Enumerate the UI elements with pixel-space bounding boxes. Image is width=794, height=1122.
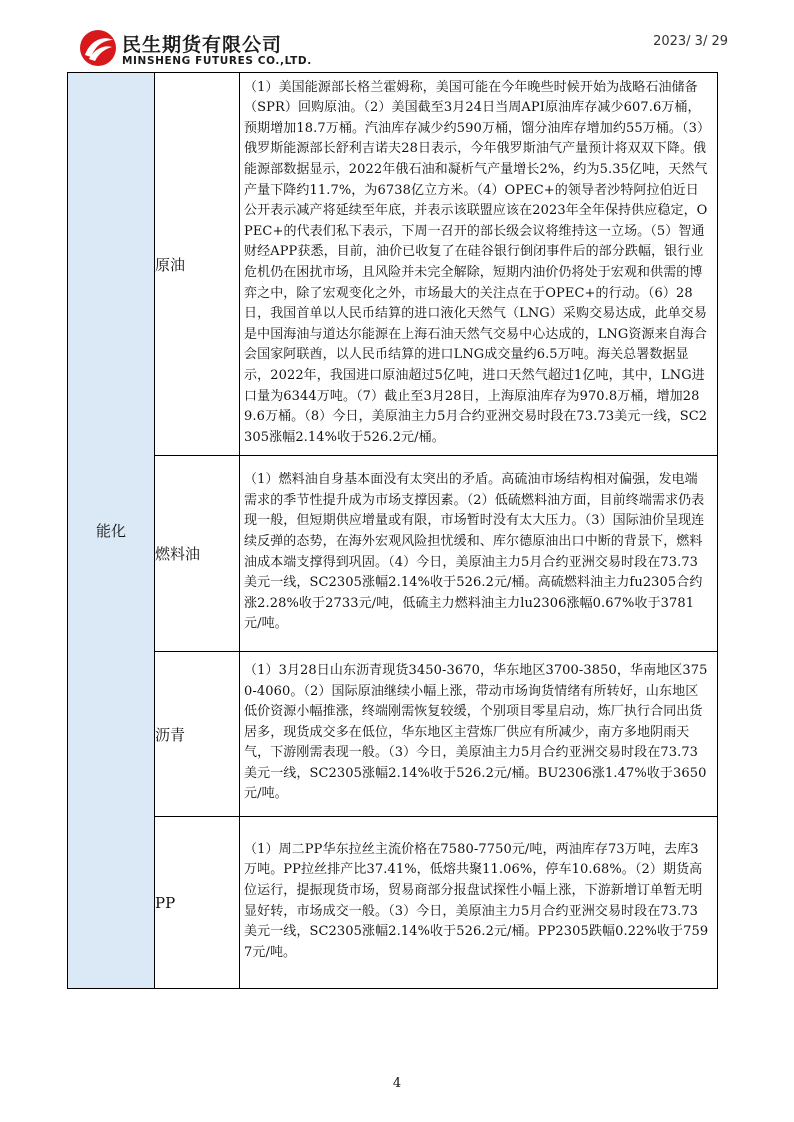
product-cell-asphalt: 沥青 bbox=[155, 652, 240, 817]
sector-cell: 能化 bbox=[68, 73, 155, 989]
table-row-crude-oil bbox=[68, 73, 718, 456]
page-header bbox=[78, 24, 728, 74]
content-cell-crude-oil bbox=[240, 73, 718, 456]
content-cell-pp bbox=[240, 817, 718, 989]
company-name-cn: 民生期货有限公司 bbox=[122, 34, 283, 56]
content-cell-fuel-oil bbox=[240, 456, 718, 652]
page-number: 4 bbox=[392, 1076, 402, 1091]
content-text-crude-oil: （1）美国能源部长格兰霍姆称，美国可能在今年晚些时候开始为战略石油储备（SPR）回购原油。（2）美国截至3月24日当周API原油库存减少607.6万桶，预期增加18.7万桶。汽油库存减少约590万桶，馏分油库存增加约55万桶。（3）俄罗斯能源部长舒利吉诺夫28日表示，今年俄罗斯油气产量预计将双双下降。俄能源部数据显示，2022年俄石油和凝析气产量增长2%，约为5.35亿吨，天然气产量下降约11.7%，为6738亿立方米。（4）OPEC+的领导者沙特阿拉伯近日公开表示减产将延续至年底，并表示该联盟应该在2023年全年保持供应稳定，OPEC+的代表们私下表示，下周一召开的部长级会议将维持这一立场。（5）智通财经APP获悉，目前，油价已收复了在硅谷银行倒闭事件后的部分跌幅，银行业危机仍在困扰市场，且风险并未完全解除，短期内油价仍将处于宏观和供需的博弈之中，除了宏观变化之外，市场最大的关注点在于OPEC+的行动。（6）28日，我国首单以人民币结算的进口液化天然气（LNG）采购交易达成，此单交易是中国海油与道达尔能源在上海石油天然气交易中心达成的，LNG资源来自海合会国家阿联酋，以人民币结算的进口LNG成交量约6.5万吨。海关总署数据显示，2022年，我国进口原油超过5亿吨，进口天然气超过1亿吨，其中，LNG进口量为6344万吨。（7）截止至3月28日，上海原油库存为970.8万桶，增加289.6万桶。（8）今日，美原油主力5月合约亚洲交易时段在73.73美元一线，SC2305涨幅2.14%收于526.2元/桶。 bbox=[244, 79, 708, 445]
minsheng-logo-icon bbox=[78, 28, 118, 68]
product-cell-pp: PP bbox=[155, 817, 240, 989]
product-cell-fuel-oil: 燃料油 bbox=[155, 456, 240, 652]
report-date: 2023/ 3/ 29 bbox=[653, 34, 728, 49]
content-text-pp: （1）周二PP华东拉丝主流价格在7580-7750元/吨，两油库存73万吨，去库3万吨。PP拉丝排产比37.41%，低熔共聚11.06%，停车10.68%。（2）期货高位运行，提振现货市场，贸易商部分报盘试探性小幅上涨，下游新增订单暂无明显好转，市场成交一般。（3）今日，美原油主力5月合约亚洲交易时段在73.73美元一线，SC2305涨幅2.14%收于526.2元/桶。PP2305跌幅0.22%收于7597元/吨。 bbox=[244, 841, 709, 960]
table-row-pp bbox=[68, 817, 718, 989]
product-cell-crude-oil: 原油 bbox=[155, 73, 240, 456]
company-name-en: MINSHENG FUTURES CO.,LTD. bbox=[122, 55, 312, 67]
content-cell-asphalt bbox=[240, 652, 718, 817]
content-text-fuel-oil: （1）燃料油自身基本面没有太突出的矛盾。高硫油市场结构相对偏强，发电端需求的季节性提升成为市场支撑因素。（2）低硫燃料油方面，目前终端需求仍表现一般，但短期供应增量或有限，市场暂时没有太大压力。（3）国际油价呈现连续反弹的态势，在海外宏观风险担忧缓和、库尔德原油出口中断的背景下，燃料油成本端支撑得到巩固。（4）今日，美原油主力5月合约亚洲交易时段在73.73美元一线，SC2305涨幅2.14%收于526.2元/桶。高硫燃料油主力fu2305合约涨2.28%收于2733元/吨，低硫主力燃料油主力lu2306涨幅0.67%收于3781元/吨。 bbox=[244, 472, 705, 632]
commodity-table bbox=[67, 72, 718, 989]
table-row-asphalt bbox=[68, 652, 718, 817]
table-row-fuel-oil bbox=[68, 456, 718, 652]
content-text-asphalt: （1）3月28日山东沥青现货3450-3670，华东地区3700-3850，华南地区3750-4060。（2）国际原油继续小幅上涨，带动市场询货情绪有所转好，山东地区低价资源小幅推涨，终端刚需恢复较缓，个别项目零星启动，炼厂执行合同出货居多，现货成交多在低位，华东地区主营炼厂供应有所减少，南方多地阴雨天气，下游刚需表现一般。（3）今日，美原油主力5月合约亚洲交易时段在73.73美元一线，SC2305涨幅2.14%收于526.2元/桶。BU2306涨1.47%收于3650元/吨。 bbox=[244, 662, 708, 802]
